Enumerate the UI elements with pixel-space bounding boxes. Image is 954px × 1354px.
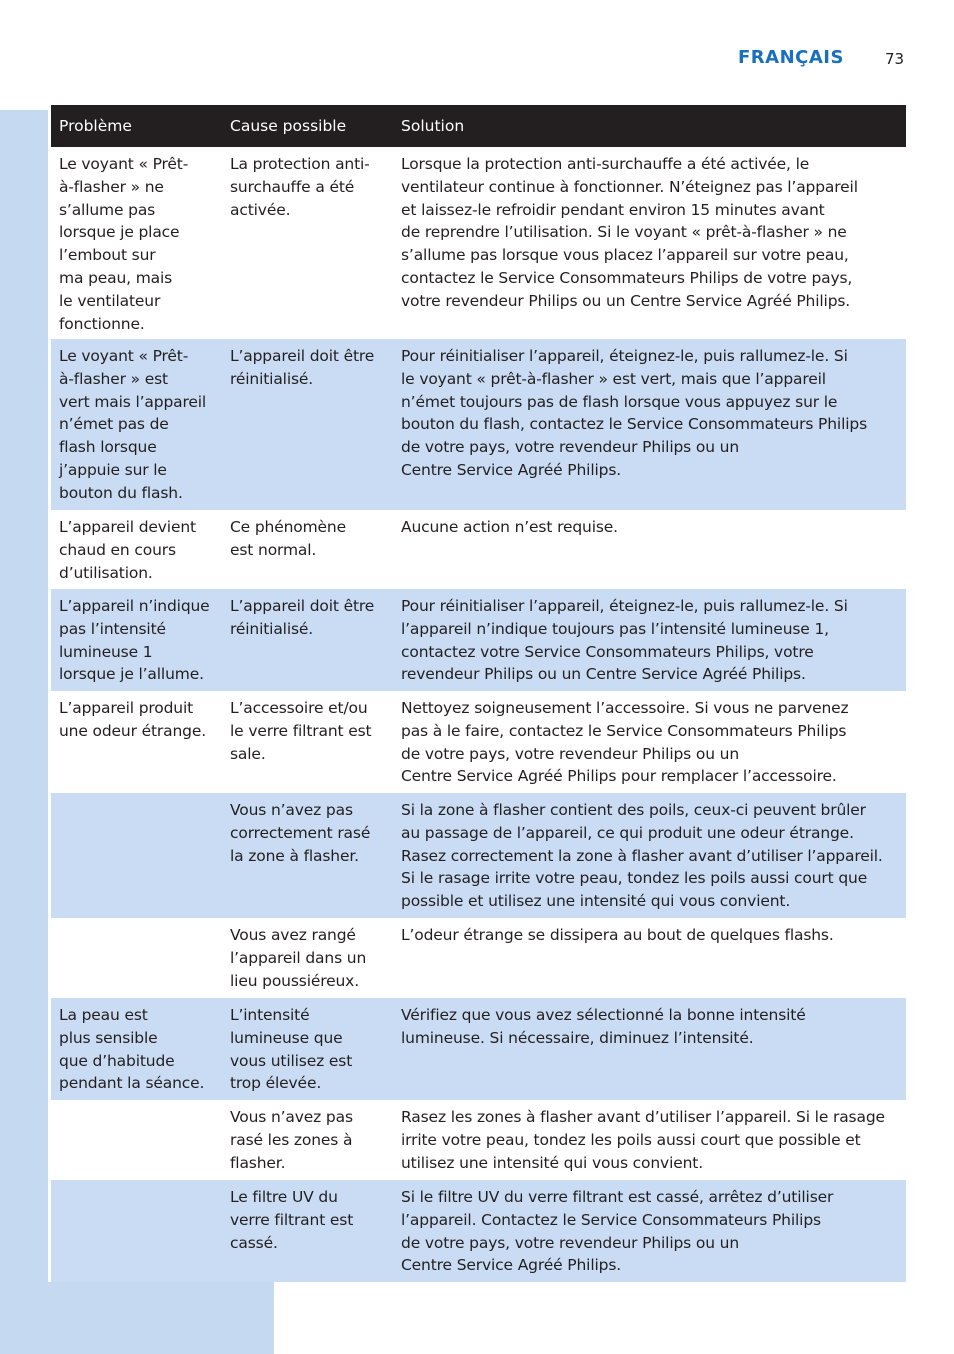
cause-cell: Le filtre UV du verre filtrant est cassé. — [230, 1188, 354, 1252]
cause-cell: L’accessoire et/ou le verre filtrant est sale. — [230, 699, 372, 763]
cause-cell: L’intensité lumineuse que vous utilisez est trop élevée. — [230, 1006, 353, 1093]
table-row — [51, 998, 906, 1100]
table-header — [51, 105, 906, 147]
cause-cell: Vous avez rangé l’appareil dans un lieu poussiéreux. — [230, 926, 367, 990]
solution-cell: Vérifiez que vous avez sélectionné la bonne intensité lumineuse. Si nécessaire, diminuez l’intensité. — [401, 1006, 806, 1047]
problem-cell — [51, 1180, 222, 1282]
table-row — [51, 1180, 906, 1282]
table-row — [51, 691, 906, 793]
solution-cell: Aucune action n’est requise. — [401, 518, 618, 536]
cause-cell: Vous n’avez pas rasé les zones à flasher. — [230, 1108, 353, 1172]
page-number: 73 — [885, 50, 905, 68]
problem-cell: L’appareil n’indique pas l’intensité lumineuse 1 lorsque je l’allume. — [59, 597, 210, 684]
cause-cell: L’appareil doit être réinitialisé. — [230, 347, 375, 388]
solution-cell: Si la zone à flasher contient des poils, ceux-ci peuvent brûler au passage de l’appareil, ce qui produit une odeur étrange. Rasez correctement la zone à flasher avant d’utiliser l’appareil. Si le rasage irrite votre peau, tondez les poils aussi court que possible et utilisez une intensité qui vous convient. — [401, 801, 883, 911]
problem-cell — [51, 793, 222, 918]
table-row — [51, 918, 906, 998]
table-row — [51, 339, 906, 510]
problem-cell — [51, 1100, 222, 1180]
solution-cell: Lorsque la protection anti-surchauffe a été activée, le ventilateur continue à fonctionner. N’éteignez pas l’appareil et laissez-le refroidir pendant environ 15 minutes avant de reprendre l’utilisation. Si le voyant « prêt-à-flasher » ne s’allume pas lorsque vous placez l’appareil sur votre peau, contactez le Service Consommateurs Philips de votre pays, votre revendeur Philips ou un Centre Service Agréé Philips. — [401, 155, 858, 310]
table-row — [51, 793, 906, 918]
problem-cell: Le voyant « Prêt- à-flasher » est vert mais l’appareil n’émet pas de flash lorsque j’appuie sur le bouton du flash. — [59, 347, 207, 502]
column-header-solution: Solution — [401, 117, 465, 135]
column-header-cause: Cause possible — [230, 117, 347, 135]
solution-cell: Nettoyez soigneusement l’accessoire. Si vous ne parvenez pas à le faire, contactez le Service Consommateurs Philips de votre pays, votre revendeur Philips ou un Centre Service Agréé Philips pour remplacer l’accessoire. — [401, 699, 849, 786]
side-color-band — [0, 110, 48, 1354]
solution-cell: Pour réinitialiser l’appareil, éteignez-le, puis rallumez-le. Si l’appareil n’indique toujours pas l’intensité lumineuse 1, contactez votre Service Consommateurs Philips, votre revendeur Philips ou un Centre Service Agréé Philips. — [401, 597, 848, 684]
language-heading: FRANÇAIS — [738, 47, 844, 68]
cause-cell: La protection anti- surchauffe a été activée. — [230, 155, 370, 219]
table-row — [51, 1100, 906, 1180]
problem-cell: La peau est plus sensible que d’habitude pendant la séance. — [59, 1006, 205, 1093]
solution-cell: Si le filtre UV du verre filtrant est cassé, arrêtez d’utiliser l’appareil. Contactez le Service Consommateurs Philips de votre pays, votre revendeur Philips ou un Centre Service Agréé Philips. — [401, 1188, 834, 1275]
table-row — [51, 589, 906, 691]
problem-cell: Le voyant « Prêt- à-flasher » ne s’allume pas lorsque je place l’embout sur ma peau, mais le ventilateur fonctionne. — [59, 155, 189, 333]
table-row — [51, 147, 906, 339]
problem-cell: L’appareil produit une odeur étrange. — [59, 699, 207, 740]
cause-cell: L’appareil doit être réinitialisé. — [230, 597, 375, 638]
column-header-problem: Problème — [59, 117, 132, 135]
table-row — [51, 510, 906, 589]
cause-cell: Ce phénomène est normal. — [230, 518, 346, 559]
bottom-color-band — [0, 1282, 274, 1354]
solution-cell: Rasez les zones à flasher avant d’utiliser l’appareil. Si le rasage irrite votre peau, tondez les poils aussi court que possible et utilisez une intensité qui vous convient. — [401, 1108, 885, 1172]
problem-cell: L’appareil devient chaud en cours d’utilisation. — [59, 518, 196, 582]
solution-cell: L’odeur étrange se dissipera au bout de quelques flashs. — [401, 926, 834, 944]
problem-cell — [51, 918, 222, 998]
solution-cell: Pour réinitialiser l’appareil, éteignez-le, puis rallumez-le. Si le voyant « prêt-à-flasher » est vert, mais que l’appareil n’émet toujours pas de flash lorsque vous appuyez sur le bouton du flash, contactez le Service Consommateurs Philips de votre pays, votre revendeur Philips ou un Centre Service Agréé Philips. — [401, 347, 867, 479]
cause-cell: Vous n’avez pas correctement rasé la zone à flasher. — [230, 801, 371, 865]
troubleshooting-table — [51, 105, 906, 1282]
